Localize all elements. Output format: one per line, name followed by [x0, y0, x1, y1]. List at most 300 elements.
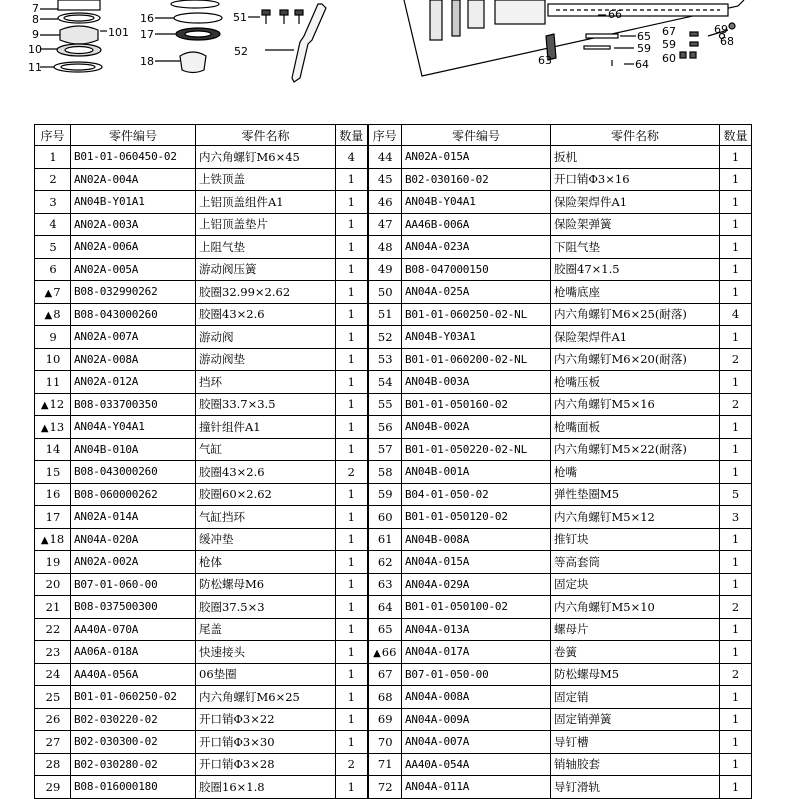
parts-table-body — [35, 146, 752, 799]
seq-value: 44 — [377, 149, 393, 164]
cell-seq — [368, 776, 402, 799]
cell-part-code: AN04A-015A — [402, 551, 551, 574]
cell-seq — [35, 416, 71, 439]
cell-quantity: 1 — [336, 573, 368, 596]
table-row — [35, 371, 752, 394]
diagram-bolts-and-bracket — [248, 4, 326, 82]
cell-seq — [368, 168, 402, 191]
cell-part-name: 胶圈47×1.5 — [551, 258, 720, 281]
cell-part-name: 缓冲垫 — [196, 528, 336, 551]
cell-quantity: 1 — [720, 281, 752, 304]
cell-part-code: AN04A-029A — [402, 573, 551, 596]
cell-part-name: 导钉滑轨 — [551, 776, 720, 799]
table-row — [35, 573, 752, 596]
cell-part-code: AN02A-015A — [402, 146, 551, 169]
cell-seq — [35, 596, 71, 619]
cell-seq — [368, 596, 402, 619]
cell-part-name: 固定销弹簧 — [551, 708, 720, 731]
cell-part-name: 固定销 — [551, 686, 720, 709]
callout-67: 67 — [662, 25, 676, 38]
header-name: 零件名称 — [196, 125, 336, 146]
cell-seq — [35, 551, 71, 574]
table-row — [35, 483, 752, 506]
cell-part-name: 内六角螺钉M5×16 — [551, 393, 720, 416]
cell-quantity: 1 — [720, 236, 752, 259]
callout-66: 66 — [608, 8, 622, 21]
cell-part-code: AN04A-Y04A1 — [71, 416, 196, 439]
cell-part-code: B02-030160-02 — [402, 168, 551, 191]
cell-part-code: AN04A-025A — [402, 281, 551, 304]
cell-part-code: AA06A-018A — [71, 641, 196, 664]
seq-value: 45 — [377, 172, 393, 187]
seq-value: 68 — [377, 689, 393, 704]
cell-part-code: AN04B-008A — [402, 528, 551, 551]
cell-seq — [368, 573, 402, 596]
callout-64: 64 — [635, 58, 649, 71]
cell-seq — [368, 641, 402, 664]
cell-quantity: 1 — [720, 708, 752, 731]
table-row — [35, 438, 752, 461]
cell-part-code: AN02A-014A — [71, 506, 196, 529]
seq-value: 23 — [45, 644, 61, 659]
cell-part-name: 枪体 — [196, 551, 336, 574]
callout-101: 101 — [108, 26, 129, 39]
cell-quantity: 1 — [720, 461, 752, 484]
seq-value: 10 — [45, 352, 61, 367]
cell-seq — [368, 213, 402, 236]
cell-quantity: 1 — [336, 168, 368, 191]
callout-17: 17 — [140, 28, 154, 41]
cell-seq — [368, 281, 402, 304]
cell-part-name: 销轴胶套 — [551, 753, 720, 776]
seq-value: 6 — [49, 262, 57, 277]
cell-part-code: B01-01-050160-02 — [402, 393, 551, 416]
table-row — [35, 551, 752, 574]
table-row — [35, 281, 752, 304]
cell-seq — [368, 348, 402, 371]
cell-quantity: 2 — [336, 753, 368, 776]
callout-10: 10 — [28, 43, 42, 56]
cell-part-code: B01-01-060450-02 — [71, 146, 196, 169]
cell-part-name: 开口销Φ3×28 — [196, 753, 336, 776]
seq-value: 11 — [45, 374, 61, 389]
cell-part-name: 固定块 — [551, 573, 720, 596]
cell-part-name: 内六角螺钉M6×25 — [196, 686, 336, 709]
seq-value: 63 — [377, 577, 393, 592]
table-row — [35, 663, 752, 686]
cell-quantity: 1 — [336, 776, 368, 799]
cell-part-name: 枪嘴压板 — [551, 371, 720, 394]
cell-seq — [368, 506, 402, 529]
cell-part-name: 枪嘴面板 — [551, 416, 720, 439]
cell-part-name: 开口销Φ3×16 — [551, 168, 720, 191]
callout-11: 11 — [28, 61, 42, 74]
callout-9: 9 — [32, 28, 39, 41]
cell-seq — [368, 146, 402, 169]
table-row — [35, 506, 752, 529]
cell-seq — [368, 618, 402, 641]
cell-part-name: 上铝顶盖组件A1 — [196, 191, 336, 214]
seq-value: 13 — [49, 419, 65, 434]
cell-part-code: AN02A-003A — [71, 213, 196, 236]
seq-value: 16 — [45, 487, 61, 502]
cell-part-code: B01-01-060250-02-NL — [402, 303, 551, 326]
cell-part-name: 弹性垫圈M5 — [551, 483, 720, 506]
important-part-marker-icon: ▲ — [40, 535, 49, 547]
cell-part-name: 内六角螺钉M6×20(耐落) — [551, 348, 720, 371]
seq-value: 47 — [377, 217, 393, 232]
cell-part-code: AN04B-010A — [71, 438, 196, 461]
header-qty-right: 数量 — [720, 125, 752, 146]
cell-seq — [368, 686, 402, 709]
table-row — [35, 416, 752, 439]
table-row — [35, 191, 752, 214]
cell-seq — [368, 393, 402, 416]
cell-seq — [368, 371, 402, 394]
table-row — [35, 776, 752, 799]
cell-part-code: B08-043000260 — [71, 461, 196, 484]
table-row — [35, 146, 752, 169]
table-row — [35, 708, 752, 731]
seq-value: 22 — [45, 622, 61, 637]
cell-part-code: AN02A-002A — [71, 551, 196, 574]
cell-quantity: 1 — [720, 618, 752, 641]
cell-part-name: 内六角螺钉M5×10 — [551, 596, 720, 619]
seq-value: 48 — [377, 239, 393, 254]
seq-value: 49 — [377, 262, 393, 277]
cell-part-code: AN04B-002A — [402, 416, 551, 439]
table-row — [35, 641, 752, 664]
seq-value: 29 — [45, 779, 61, 794]
cell-part-code: AN02A-007A — [71, 326, 196, 349]
cell-seq — [35, 371, 71, 394]
cell-part-code: B08-060000262 — [71, 483, 196, 506]
cell-quantity: 1 — [720, 168, 752, 191]
cell-seq — [368, 236, 402, 259]
cell-quantity: 1 — [336, 641, 368, 664]
seq-value: 15 — [45, 464, 61, 479]
header-code: 零件编号 — [71, 125, 196, 146]
cell-part-code: B01-01-060200-02-NL — [402, 348, 551, 371]
cell-part-name: 挡环 — [196, 371, 336, 394]
cell-quantity: 1 — [336, 416, 368, 439]
cell-quantity: 1 — [720, 326, 752, 349]
seq-value: 24 — [45, 667, 61, 682]
seq-value: 53 — [377, 352, 393, 367]
table-row — [35, 348, 752, 371]
cell-part-code: B02-030300-02 — [71, 731, 196, 754]
cell-part-code: AA46B-006A — [402, 213, 551, 236]
cell-part-code: AN04B-Y01A1 — [71, 191, 196, 214]
cell-quantity: 1 — [720, 191, 752, 214]
cell-quantity: 1 — [336, 551, 368, 574]
seq-value: 51 — [377, 307, 393, 322]
cell-quantity: 1 — [336, 213, 368, 236]
cell-seq — [35, 348, 71, 371]
cell-part-name: 导钉槽 — [551, 731, 720, 754]
cell-seq — [35, 168, 71, 191]
important-part-marker-icon: ▲ — [44, 310, 53, 322]
cell-part-code: B08-033700350 — [71, 393, 196, 416]
callout-63: 63 — [538, 54, 552, 67]
cell-part-code: AN02A-006A — [71, 236, 196, 259]
callout-60: 60 — [662, 52, 676, 65]
cell-quantity: 1 — [336, 708, 368, 731]
seq-value: 60 — [377, 509, 393, 524]
header-code-right: 零件编号 — [402, 125, 551, 146]
cell-part-name: 上铝顶盖垫片 — [196, 213, 336, 236]
cell-quantity: 1 — [720, 416, 752, 439]
cell-part-code: AN04A-013A — [402, 618, 551, 641]
cell-quantity: 2 — [720, 596, 752, 619]
cell-part-code: B08-047000150 — [402, 258, 551, 281]
cell-part-name: 06垫圈 — [196, 663, 336, 686]
cell-quantity: 1 — [336, 686, 368, 709]
cell-seq — [35, 686, 71, 709]
exploded-view-diagram — [0, 0, 790, 110]
cell-part-name: 快速接头 — [196, 641, 336, 664]
cell-quantity: 1 — [720, 573, 752, 596]
cell-part-code: AN04A-007A — [402, 731, 551, 754]
cell-quantity: 1 — [720, 258, 752, 281]
cell-part-name: 撞针组件A1 — [196, 416, 336, 439]
cell-seq — [35, 326, 71, 349]
cell-part-code: AN04A-020A — [71, 528, 196, 551]
callout-51: 51 — [233, 11, 247, 24]
cell-quantity: 1 — [720, 551, 752, 574]
cell-part-name: 尾盖 — [196, 618, 336, 641]
seq-value: 1 — [49, 149, 57, 164]
header-seq: 序号 — [35, 125, 71, 146]
cell-part-name: 扳机 — [551, 146, 720, 169]
cell-quantity: 1 — [336, 596, 368, 619]
table-row — [35, 731, 752, 754]
cell-seq — [368, 416, 402, 439]
important-part-marker-icon: ▲ — [44, 287, 53, 299]
cell-seq — [35, 191, 71, 214]
cell-part-code: AN02A-005A — [71, 258, 196, 281]
cell-quantity: 1 — [720, 686, 752, 709]
seq-value: 59 — [377, 487, 393, 502]
seq-value: 19 — [45, 554, 61, 569]
cell-part-code: AA40A-054A — [402, 753, 551, 776]
cell-quantity: 1 — [336, 236, 368, 259]
cell-seq — [368, 663, 402, 686]
cell-quantity: 1 — [336, 663, 368, 686]
header-qty: 数量 — [336, 125, 368, 146]
cell-quantity: 1 — [720, 528, 752, 551]
cell-seq — [368, 753, 402, 776]
cell-seq — [368, 483, 402, 506]
seq-value: 7 — [53, 284, 61, 299]
cell-part-code: B07-01-060-00 — [71, 573, 196, 596]
cell-part-code: AA40A-056A — [71, 663, 196, 686]
diagram-middle-parts — [155, 0, 222, 73]
cell-part-code: B04-01-050-02 — [402, 483, 551, 506]
cell-part-code: B01-01-060250-02 — [71, 686, 196, 709]
cell-quantity: 1 — [336, 483, 368, 506]
cell-seq — [368, 731, 402, 754]
cell-quantity: 1 — [720, 213, 752, 236]
table-row — [35, 326, 752, 349]
cell-quantity: 1 — [336, 528, 368, 551]
cell-part-name: 内六角螺钉M5×12 — [551, 506, 720, 529]
callout-68: 68 — [720, 35, 734, 48]
callout-65: 65 — [637, 30, 651, 43]
cell-seq — [35, 236, 71, 259]
seq-value: 56 — [377, 419, 393, 434]
cell-seq — [35, 461, 71, 484]
cell-part-name: 胶圈32.99×2.62 — [196, 281, 336, 304]
cell-part-code: AN04A-017A — [402, 641, 551, 664]
cell-quantity: 3 — [720, 506, 752, 529]
cell-seq — [368, 303, 402, 326]
cell-part-code: AN04B-003A — [402, 371, 551, 394]
seq-value: 66 — [381, 644, 397, 659]
seq-value: 9 — [49, 329, 57, 344]
seq-value: 69 — [377, 712, 393, 727]
cell-part-name: 卷簧 — [551, 641, 720, 664]
seq-value: 21 — [45, 599, 61, 614]
cell-part-code: AN02A-012A — [71, 371, 196, 394]
table-row — [35, 753, 752, 776]
seq-value: 17 — [45, 509, 61, 524]
cell-part-name: 气缸挡环 — [196, 506, 336, 529]
cell-part-code: B08-037500300 — [71, 596, 196, 619]
diagram-right-assembly — [404, 0, 744, 76]
seq-value: 26 — [45, 712, 61, 727]
cell-part-name: 胶圈43×2.6 — [196, 461, 336, 484]
cell-seq — [35, 506, 71, 529]
cell-part-name: 枪嘴底座 — [551, 281, 720, 304]
seq-value: 67 — [377, 667, 393, 682]
cell-seq — [368, 438, 402, 461]
cell-quantity: 5 — [720, 483, 752, 506]
table-header-row — [35, 125, 752, 146]
table-row — [35, 168, 752, 191]
cell-part-code: AN04A-023A — [402, 236, 551, 259]
cell-part-name: 气缸 — [196, 438, 336, 461]
cell-seq — [368, 258, 402, 281]
cell-quantity: 1 — [720, 641, 752, 664]
seq-value: 54 — [377, 374, 393, 389]
cell-seq — [35, 146, 71, 169]
cell-quantity: 1 — [336, 371, 368, 394]
cell-part-name: 胶圈37.5×3 — [196, 596, 336, 619]
callout-59b: 59 — [662, 38, 676, 51]
cell-part-name: 游动阀垫 — [196, 348, 336, 371]
cell-quantity: 1 — [720, 731, 752, 754]
cell-quantity: 1 — [336, 191, 368, 214]
important-part-marker-icon: ▲ — [373, 647, 381, 659]
cell-seq — [35, 258, 71, 281]
cell-part-code: B01-01-050120-02 — [402, 506, 551, 529]
seq-value: 20 — [45, 577, 61, 592]
seq-value: 12 — [49, 397, 65, 412]
cell-quantity: 1 — [720, 776, 752, 799]
cell-part-name: 内六角螺钉M5×22(耐落) — [551, 438, 720, 461]
callout-7: 7 — [32, 2, 39, 15]
cell-part-code: AN04A-008A — [402, 686, 551, 709]
cell-quantity: 1 — [720, 146, 752, 169]
cell-quantity: 2 — [720, 393, 752, 416]
callout-18: 18 — [140, 55, 154, 68]
table-row — [35, 618, 752, 641]
table-row — [35, 686, 752, 709]
table-row — [35, 596, 752, 619]
cell-seq — [35, 281, 71, 304]
seq-value: 27 — [45, 734, 61, 749]
cell-part-name: 内六角螺钉M6×25(耐落) — [551, 303, 720, 326]
seq-value: 50 — [377, 284, 393, 299]
seq-value: 2 — [49, 172, 57, 187]
table-row — [35, 393, 752, 416]
cell-seq — [35, 213, 71, 236]
cell-part-name: 胶圈16×1.8 — [196, 776, 336, 799]
table-row — [35, 303, 752, 326]
cell-seq — [35, 776, 71, 799]
cell-seq — [35, 393, 71, 416]
cell-seq — [368, 191, 402, 214]
cell-part-name: 螺母片 — [551, 618, 720, 641]
cell-seq — [35, 753, 71, 776]
cell-part-name: 游动阀压簧 — [196, 258, 336, 281]
cell-part-name: 防松螺母M5 — [551, 663, 720, 686]
cell-part-name: 保险架焊件A1 — [551, 191, 720, 214]
cell-seq — [35, 438, 71, 461]
parts-table — [34, 124, 752, 799]
header-name-right: 零件名称 — [551, 125, 720, 146]
cell-seq — [368, 461, 402, 484]
cell-quantity: 2 — [336, 461, 368, 484]
cell-quantity: 1 — [336, 393, 368, 416]
cell-part-code: AA40A-070A — [71, 618, 196, 641]
cell-quantity: 4 — [336, 146, 368, 169]
seq-value: 46 — [377, 194, 393, 209]
callout-59: 59 — [637, 42, 651, 55]
cell-part-code: AN02A-004A — [71, 168, 196, 191]
callout-52: 52 — [234, 45, 248, 58]
cell-seq — [368, 326, 402, 349]
cell-part-name: 枪嘴 — [551, 461, 720, 484]
cell-quantity: 1 — [336, 348, 368, 371]
cell-seq — [368, 708, 402, 731]
callout-69: 69 — [714, 23, 728, 36]
cell-part-name: 保险架弹簧 — [551, 213, 720, 236]
cell-part-code: B01-01-050100-02 — [402, 596, 551, 619]
cell-part-code: AN04A-009A — [402, 708, 551, 731]
callout-8: 8 — [32, 13, 39, 26]
cell-part-code: AN04B-Y03A1 — [402, 326, 551, 349]
cell-quantity: 1 — [336, 618, 368, 641]
important-part-marker-icon: ▲ — [40, 422, 49, 434]
cell-part-code: B08-032990262 — [71, 281, 196, 304]
cell-part-name: 等高套筒 — [551, 551, 720, 574]
cell-part-name: 上阻气垫 — [196, 236, 336, 259]
callout-16: 16 — [140, 12, 154, 25]
seq-value: 70 — [377, 734, 393, 749]
cell-part-code: AN04A-011A — [402, 776, 551, 799]
seq-value: 52 — [377, 329, 393, 344]
cell-seq — [368, 551, 402, 574]
cell-part-name: 胶圈33.7×3.5 — [196, 393, 336, 416]
cell-quantity: 2 — [720, 663, 752, 686]
cell-part-name: 保险架焊件A1 — [551, 326, 720, 349]
cell-part-name: 推钉块 — [551, 528, 720, 551]
seq-value: 61 — [377, 532, 393, 547]
cell-part-name: 胶圈60×2.62 — [196, 483, 336, 506]
seq-value: 3 — [49, 194, 57, 209]
